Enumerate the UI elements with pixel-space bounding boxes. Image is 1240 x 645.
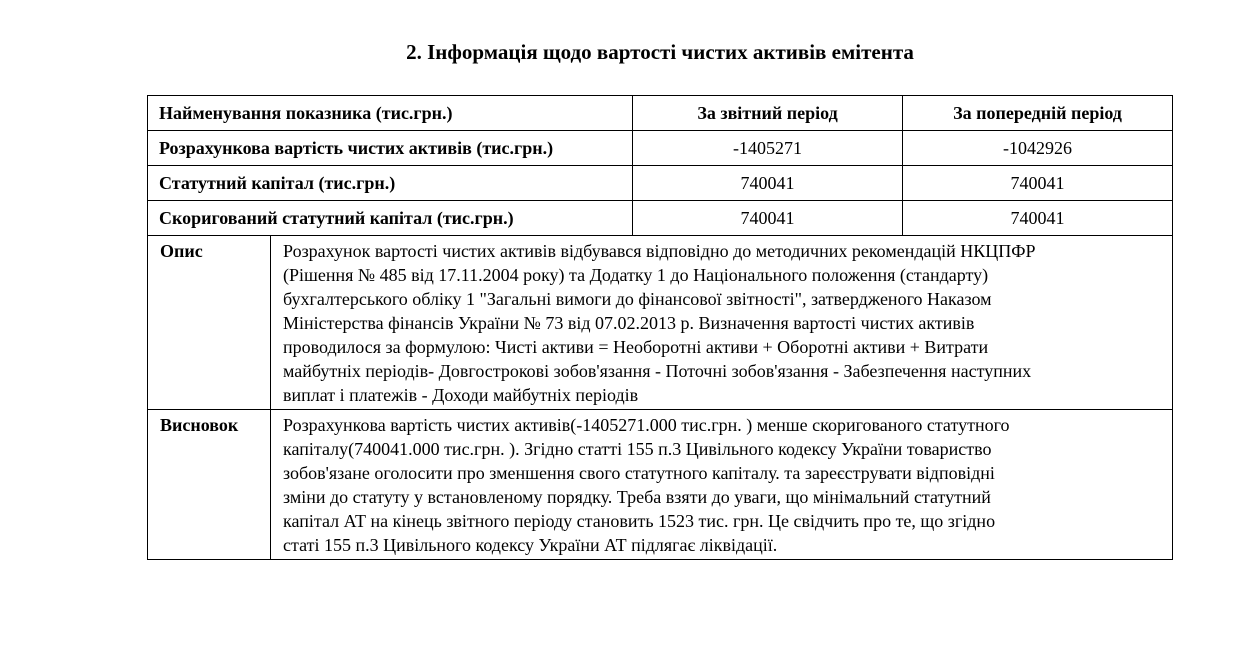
conclusion-row	[148, 410, 1173, 560]
conclusion-label: Висновок	[148, 410, 271, 560]
previous-period-value: 740041	[903, 201, 1173, 236]
current-period-value: 740041	[633, 201, 903, 236]
table-row	[148, 166, 1173, 201]
previous-period-value: -1042926	[903, 131, 1173, 166]
current-period-value: -1405271	[633, 131, 903, 166]
current-period-value: 740041	[633, 166, 903, 201]
table-row	[148, 201, 1173, 236]
column-header-previous-period: За попередній період	[903, 96, 1173, 131]
description-row	[148, 236, 1173, 410]
previous-period-value: 740041	[903, 166, 1173, 201]
table-row	[148, 131, 1173, 166]
description-text: Розрахунок вартості чистих активів відбувався відповідно до методичних рекомендацій НКЦПФР (Рішення № 485 від 17.11.2004 року) та Додатку 1 до Національного положення (стандарту) бухгалтерського обліку 1 "Загальні вимоги до фінансової звітності", затвердженого Наказом Міністерства фінансів України № 73 від 07.02.2013 р. Визначення вартості чистих активів проводилося за формулою: Чисті активи = Необоротні активи + Оборотні активи + Витрати майбутніх періодів- Довгострокові зобов'язання - Поточні зобов'язання - Забезпечення наступних виплат і платежів - Доходи майбутніх періодів	[271, 236, 1173, 410]
indicator-name: Статутний капітал (тис.грн.)	[148, 166, 633, 201]
column-header-indicator: Найменування показника (тис.грн.)	[148, 96, 633, 131]
conclusion-text: Розрахункова вартість чистих активів(-1405271.000 тис.грн. ) менше скоригованого статутного капіталу(740041.000 тис.грн. ). Згідно статті 155 п.3 Цивільного кодексу України товариство зобов'язане оголосити про зменшення свого статутного капіталу. та зареєструвати відповідні зміни до статуту у встановленому порядку. Треба взяти до уваги, що мінімальний статутний капітал АТ на кінець звітного періоду становить 1523 тис. грн. Це свідчить про те, що згідно статі 155 п.3 Цивільного кодексу України АТ підлягає ліквідації.	[271, 410, 1173, 560]
indicator-name: Розрахункова вартість чистих активів (тис.грн.)	[148, 131, 633, 166]
table-header-row	[148, 96, 1173, 131]
column-header-current-period: За звітний період	[633, 96, 903, 131]
indicator-name: Скоригований статутний капітал (тис.грн.)	[148, 201, 633, 236]
section-title: 2. Інформація щодо вартості чистих активів емітента	[406, 40, 914, 64]
description-label: Опис	[148, 236, 271, 410]
net-assets-table	[147, 95, 1173, 560]
